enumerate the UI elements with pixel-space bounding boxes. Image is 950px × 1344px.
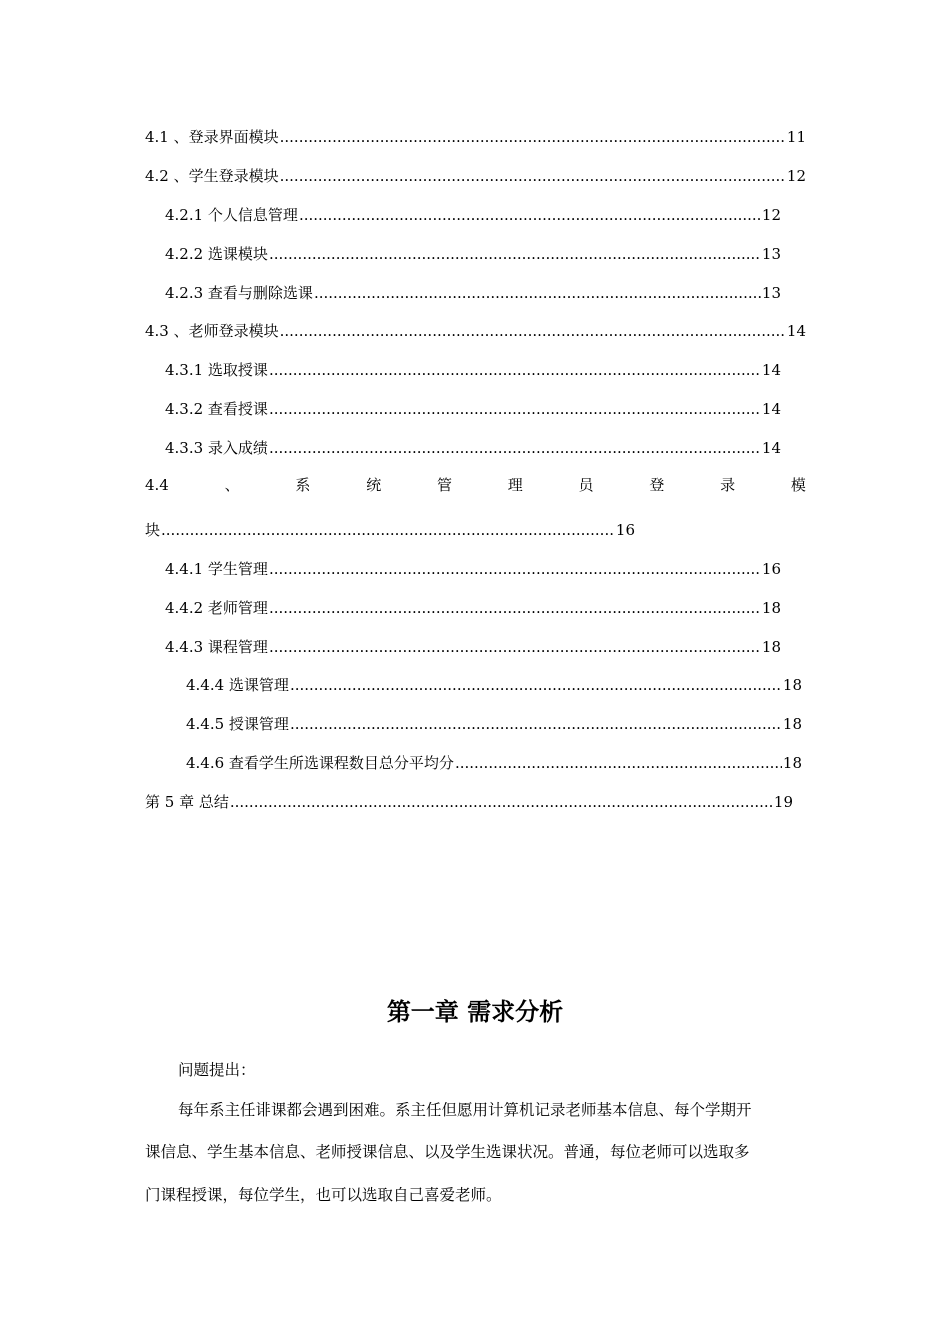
toc-leader-dots [269,438,761,458]
toc-leader-dots [269,598,761,618]
toc-entry[interactable] [145,166,806,186]
toc-spread-heading[interactable] [145,475,806,495]
toc-entry[interactable] [165,637,781,657]
paragraph-line: 门课程授课，每位学生，也可以选取自己喜爱老师。 [145,1186,502,1204]
chapter-title: 第一章 需求分析 [386,998,564,1026]
toc-leader-dots [455,753,782,773]
toc-entry-page: 19 [773,793,793,811]
toc-leader-dots [269,559,761,579]
toc-entry-label: 4.3.2 查看授课 [165,400,268,418]
toc-entry[interactable] [165,559,781,579]
toc-entry-label: 4.3.3 录入成绩 [165,439,268,457]
toc-leader-dots [269,244,761,264]
toc-entry-label: 4.2 、学生登录模块 [145,167,279,185]
toc-leader-dots [299,205,761,225]
toc-leader-dots [290,714,782,734]
spread-char: 统 [366,476,382,494]
spread-char: 登 [649,476,665,494]
toc-entry-page: 13 [761,245,781,263]
toc-leader-dots [290,675,782,695]
toc-entry-page: 11 [786,128,806,146]
toc-entry[interactable] [186,714,802,734]
toc-entry-page: 13 [761,284,781,302]
toc-entry-page: 18 [782,715,802,733]
toc-leader-dots [280,127,786,147]
toc-entry-label: 第 5 章 总结 [145,793,229,811]
toc-entry-label: 4.3.1 选取授课 [165,361,268,379]
toc-entry-label: 4.4.3 课程管理 [165,638,268,656]
toc-entry-page: 14 [761,361,781,379]
toc-entry-label: 4.4.4 选课管理 [186,676,289,694]
toc-entry-label: 4.1 、登录界面模块 [145,128,279,146]
toc-leader-dots [269,399,761,419]
toc-entry-label: 4.3 、老师登录模块 [145,322,279,340]
toc-entry-label: 4.2.2 选课模块 [165,245,268,263]
toc-entry-page: 14 [761,400,781,418]
toc-entry-label: 4.4.2 老师管理 [165,599,268,617]
toc-entry-page: 18 [782,676,802,694]
toc-leader-dots [280,166,786,186]
toc-entry[interactable] [145,520,635,540]
toc-entry-page: 18 [761,599,781,617]
toc-entry[interactable] [165,360,781,380]
toc-leader-dots [280,321,786,341]
spread-char: 管 [436,476,452,494]
toc-entry-page: 16 [761,560,781,578]
toc-entry[interactable] [165,438,781,458]
toc-entry[interactable] [145,321,806,341]
spread-char: 理 [507,476,523,494]
toc-entry[interactable] [165,205,781,225]
toc-entry[interactable] [165,598,781,618]
toc-leader-dots [230,792,773,812]
toc-entry[interactable] [186,753,802,773]
toc-entry-label: 4.2.3 查看与删除选课 [165,284,313,302]
toc-entry-page: 12 [761,206,781,224]
toc-entry[interactable] [165,244,781,264]
toc-leader-dots [161,520,615,540]
toc-entry-page: 16 [615,521,635,539]
toc-entry-page: 12 [786,167,806,185]
toc-entry-label: 块 [145,521,161,539]
toc-entry-label: 4.4.5 授课管理 [186,715,289,733]
toc-entry-label: 4.2.1 个人信息管理 [165,206,298,224]
toc-entry-page: 18 [761,638,781,656]
paragraph-line: 每年系主任诽课都会遇到困难。系主任但愿用计算机记录老师基本信息、每个学期开 [178,1101,752,1119]
paragraph-line: 课信息、学生基本信息、老师授课信息、以及学生选课状况。普通，每位老师可以选取多 [145,1143,750,1161]
toc-entry-page: 18 [782,754,802,772]
toc-entry-label: 4.4.6 查看学生所选课程数目总分平均分 [186,754,454,772]
toc-entry[interactable] [165,283,781,303]
toc-entry[interactable] [145,792,793,812]
toc-entry[interactable] [186,675,802,695]
toc-entry-label: 4.4.1 学生管理 [165,560,268,578]
section-subtitle: 问题提出： [178,1061,256,1079]
spread-char: 系 [295,476,311,494]
spread-char: 员 [578,476,594,494]
toc-entry-page: 14 [786,322,806,340]
toc-leader-dots [314,283,761,303]
toc-entry-page: 14 [761,439,781,457]
spread-char: 、 [224,476,240,494]
toc-leader-dots [269,360,761,380]
toc-leader-dots [269,637,761,657]
toc-entry[interactable] [165,399,781,419]
spread-char: 模 [790,476,806,494]
toc-entry[interactable] [145,127,806,147]
spread-char: 录 [720,476,736,494]
spread-char: 4.4 [145,476,169,494]
